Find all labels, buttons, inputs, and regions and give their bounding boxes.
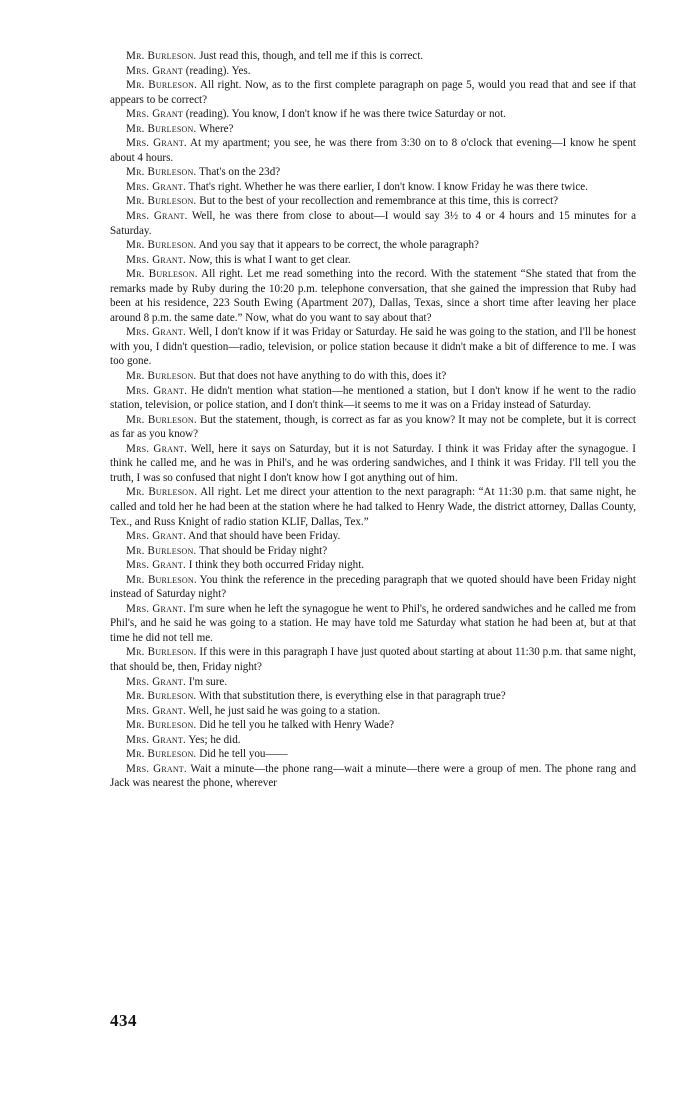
transcript-paragraph: [110, 689, 636, 704]
transcript-paragraph: [110, 733, 636, 748]
speaker-label: Mr. Burleson.: [126, 646, 197, 659]
speaker-label: Mr. Burleson.: [126, 122, 197, 135]
speaker-label: Mrs. Grant.: [126, 180, 186, 193]
transcript-paragraph: [110, 165, 636, 180]
paragraph-text: If this were in this paragraph I have just quoted about starting at about 11:30 p.m. that same night, that should be, then, Friday night?: [110, 646, 636, 673]
paragraph-text: (reading). Yes.: [185, 64, 251, 77]
transcript-paragraph: [110, 64, 636, 79]
paragraph-text: Did he tell you he talked with Henry Wade?: [199, 719, 395, 732]
paragraph-text: Where?: [199, 122, 234, 135]
paragraph-text: Did he tell you——: [199, 748, 288, 761]
speaker-label: Mrs. Grant.: [126, 733, 186, 746]
speaker-label: Mrs. Grant.: [126, 253, 186, 266]
paragraph-text: And you say that it appears to be correct, the whole paragraph?: [198, 239, 479, 252]
transcript-paragraph: [110, 544, 636, 559]
transcript-paragraph: [110, 413, 636, 442]
transcript-paragraph: [110, 238, 636, 253]
speaker-label: Mrs. Grant.: [126, 384, 188, 397]
transcript-paragraph: [110, 747, 636, 762]
paragraph-text: He didn't mention what station—he mentioned a station, but I don't know if he went to the radio station, television, or police station, and I don't think—it seems to me it was on a Friday instead of Saturday.: [110, 384, 636, 412]
speaker-label: Mr. Burleson.: [126, 239, 197, 252]
paragraph-text: That should be Friday night?: [199, 544, 328, 557]
speaker-label: Mrs. Grant.: [126, 137, 187, 150]
speaker-label: Mr. Burleson.: [126, 195, 197, 208]
paragraph-text: Well, here it says on Saturday, but it is not Saturday. I think it was Friday after the synagogue. I think he called me, and he was in Phil's, and he was ordering sandwiches, and I think it was Friday. I'll tell you the truth, I was so confused that night I don't know how I got anything out of him.: [110, 442, 636, 484]
transcript-paragraph: [110, 645, 636, 674]
speaker-label: Mr. Burleson.: [126, 719, 197, 732]
paragraph-text: At my apartment; you see, he was there from 3:30 on to 8 o'clock that evening—I know he spent about 4 hours.: [110, 137, 636, 164]
paragraph-text: All right. Let me read something into the record. With the statement “She stated that from the remarks made by Ruby during the 10:20 p.m. telephone conversation, that she gained the impression that Ruby had been at his residence, 223 South Ewing (Apartment 207), Dallas, Texas, since a short time after leaving her place around 8 p.m. the same date.” Now, what do you want to say about that?: [110, 268, 636, 324]
transcript-paragraph: [110, 122, 636, 137]
speaker-label: Mrs. Grant.: [126, 704, 186, 717]
speaker-label: Mr. Burleson.: [126, 748, 197, 761]
paragraph-text: Yes; he did.: [188, 733, 241, 746]
transcript-paragraph: [110, 267, 636, 325]
transcript-paragraph: [110, 49, 636, 64]
transcript-paragraph: [110, 194, 636, 209]
speaker-label: Mr. Burleson.: [126, 413, 197, 426]
transcript-paragraph: [110, 573, 636, 602]
transcript-paragraph: [110, 209, 636, 238]
paragraph-text: Wait a minute—the phone rang—wait a minute—there were a group of men. The phone rang and Jack was nearest the phone, wherever: [110, 762, 636, 790]
paragraph-text: But to the best of your recollection and remembrance at this time, this is correct?: [199, 195, 559, 208]
speaker-label: Mrs. Grant.: [126, 675, 186, 688]
transcript-paragraph: [110, 180, 636, 195]
paragraph-text: That's on the 23d?: [199, 166, 281, 179]
transcript-paragraph: [110, 485, 636, 529]
page-number: 434: [110, 1011, 137, 1030]
paragraph-text: All right. Let me direct your attention to the next paragraph: “At 11:30 p.m. that same night, he called and told her he had been at the station where he had talked to Henry Wade, the district attorney, Dallas County, Tex., and Russ Knight of radio station KLIF, Dallas, Tex.”: [110, 486, 636, 528]
paragraph-text: With that substitution there, is everything else in that paragraph true?: [199, 690, 506, 703]
paragraph-text: You think the reference in the preceding paragraph that we quoted should have been Friday night instead of Saturday night?: [110, 573, 636, 601]
speaker-label: Mrs. Grant.: [126, 559, 186, 572]
transcript-paragraph: [110, 136, 636, 165]
paragraph-text: I'm sure.: [188, 675, 228, 688]
speaker-label: Mr. Burleson.: [126, 544, 197, 557]
speaker-label: Mr. Burleson.: [126, 486, 198, 499]
transcript-paragraph: [110, 442, 636, 486]
transcript-paragraph: [110, 675, 636, 690]
transcript-paragraph: [110, 107, 636, 122]
speaker-label: Mrs. Grant.: [126, 762, 187, 775]
transcript-paragraph: [110, 369, 636, 384]
speaker-label: Mrs. Grant.: [126, 602, 187, 615]
paragraph-text: But that does not have anything to do with this, does it?: [199, 370, 447, 383]
speaker-label: Mrs. Grant: [126, 108, 183, 121]
speaker-label: Mrs. Grant.: [126, 442, 188, 455]
speaker-label: Mr. Burleson.: [126, 573, 197, 586]
transcript-paragraph: [110, 704, 636, 719]
speaker-label: Mr. Burleson.: [126, 370, 197, 383]
transcript-paragraph: [110, 325, 636, 369]
paragraph-text: But the statement, though, is correct as far as you know? It may not be complete, but it is correct as far as you know?: [110, 413, 636, 441]
paragraph-text: All right. Now, as to the first complete paragraph on page 5, would you read that and see if that appears to be correct?: [110, 79, 636, 106]
speaker-label: Mr. Burleson.: [126, 690, 197, 703]
speaker-label: Mrs. Grant.: [126, 326, 186, 339]
transcript-body: [110, 49, 636, 791]
paragraph-text: That's right. Whether he was there earlier, I don't know. I know Friday he was there twice.: [188, 180, 588, 193]
speaker-label: Mrs. Grant: [126, 64, 183, 77]
speaker-label: Mr. Burleson.: [126, 79, 198, 92]
paragraph-text: I think they both occurred Friday night.: [188, 559, 365, 572]
paragraph-text: Just read this, though, and tell me if this is correct.: [199, 50, 424, 62]
paragraph-text: Now, this is what I want to get clear.: [188, 253, 351, 266]
transcript-paragraph: [110, 602, 636, 646]
paragraph-text: Well, he just said he was going to a station.: [188, 704, 381, 717]
transcript-paragraph: [110, 529, 636, 544]
speaker-label: Mrs. Grant.: [126, 530, 186, 543]
speaker-label: Mrs. Grant.: [126, 210, 188, 223]
paragraph-text: Well, he was there from close to about—I would say 3½ to 4 or 4 hours and 15 minutes for a Saturday.: [110, 210, 636, 237]
paragraph-text: I'm sure when he left the synagogue he went to Phil's, he ordered sandwiches and he called me from Phil's, and he said he was going to a station. He may have told me Saturday what station he had been at, but at that time he did not tell me.: [110, 602, 636, 644]
speaker-label: Mr. Burleson.: [126, 50, 197, 62]
paragraph-text: (reading). You know, I don't know if he was there twice Saturday or not.: [185, 108, 506, 121]
speaker-label: Mr. Burleson.: [126, 166, 197, 179]
transcript-paragraph: [110, 253, 636, 268]
transcript-paragraph: [110, 384, 636, 413]
paragraph-text: And that should have been Friday.: [188, 530, 341, 543]
transcript-paragraph: [110, 78, 636, 107]
speaker-label: Mr. Burleson.: [126, 268, 198, 281]
transcript-paragraph: [110, 762, 636, 791]
transcript-paragraph: [110, 718, 636, 733]
paragraph-text: Well, I don't know if it was Friday or Saturday. He said he was going to the station, and I'll be honest with you, I didn't question—radio, television, or police station because it didn't make a bit of difference to me. I was too gone.: [110, 326, 636, 368]
transcript-paragraph: [110, 558, 636, 573]
